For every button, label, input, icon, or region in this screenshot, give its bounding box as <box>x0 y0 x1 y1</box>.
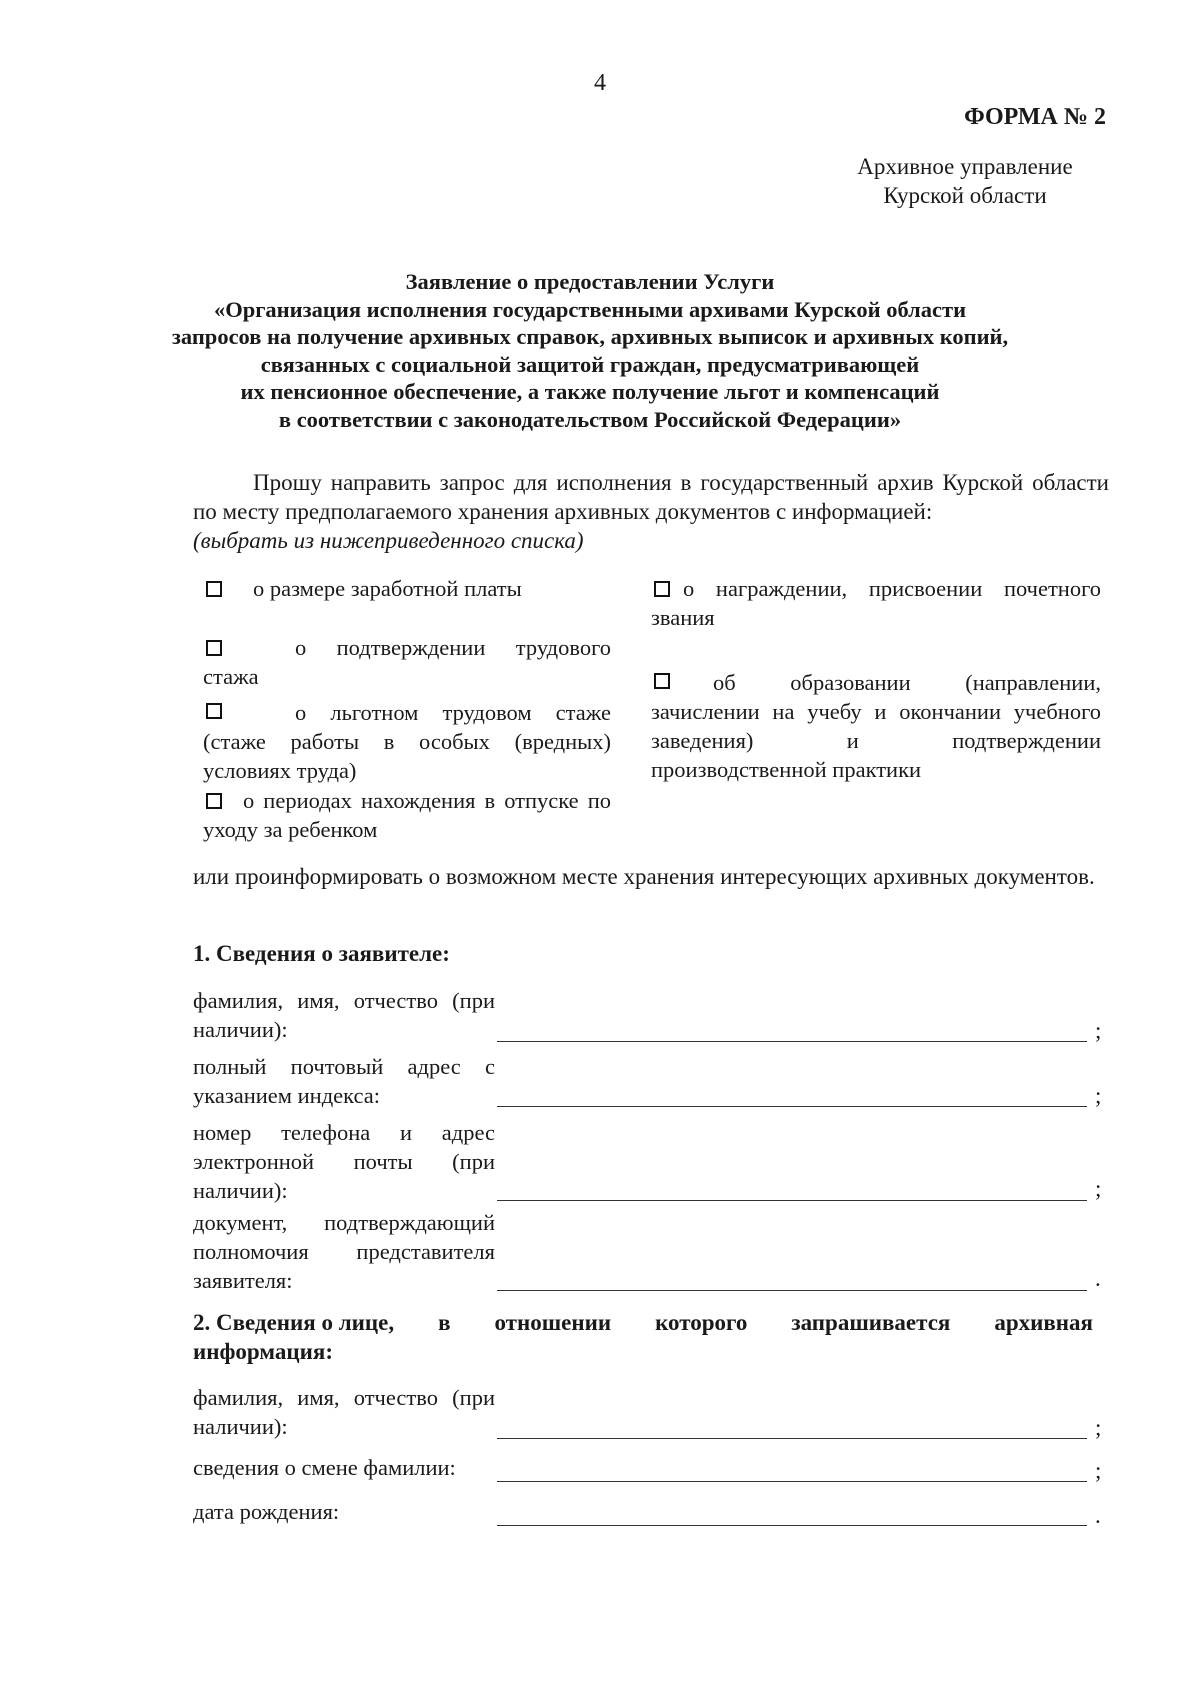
intro-paragraph <box>193 468 1109 555</box>
surname-change-field[interactable] <box>497 1481 1087 1482</box>
field-terminator: . <box>1095 1503 1101 1528</box>
representative-document-label: документ, подтверждающий полномочия представителя заявителя: <box>193 1210 495 1293</box>
section2-title <box>193 1308 1093 1366</box>
field-terminator: ; <box>1095 1083 1102 1108</box>
section2-title-word: отношении <box>494 1310 612 1335</box>
field-terminator: ; <box>1095 1458 1102 1483</box>
document-title <box>130 268 1050 433</box>
field-terminator: ; <box>1095 1018 1102 1043</box>
applicant-contacts-field[interactable] <box>497 1200 1087 1201</box>
title-line: запросов на получение архивных справок, архивных выписок и архивных копий, <box>171 324 1009 349</box>
birth-date-label: дата рождения: <box>193 1499 340 1524</box>
option-childcare: о периодах нахождения в отпуске по уходу за ребенком <box>203 788 611 842</box>
representative-document-field[interactable] <box>497 1290 1087 1291</box>
title-line: «Организация исполнения государственными архивами Курской области <box>213 296 967 322</box>
section2-title-line2: информация: <box>193 1339 333 1364</box>
section2-title-word: которого <box>655 1310 748 1335</box>
option-work-experience: о подтверждении трудового стажа <box>203 635 611 689</box>
field-terminator: ; <box>1095 1415 1102 1440</box>
option-awards: о награждении, присвоении почетного звания <box>651 576 1101 630</box>
option-preferential: о льготном трудовом стаже (стаже работы в особых (вредных) условиях труда) <box>203 700 611 783</box>
person-name-field[interactable] <box>497 1438 1087 1439</box>
recipient-line: Архивное управление <box>857 154 1073 179</box>
recipient-block <box>840 152 1090 210</box>
selection-hint: (выбрать из нижеприведенного списка) <box>193 528 584 553</box>
recipient-line: Курской области <box>883 183 1047 208</box>
page-number: 4 <box>594 70 606 96</box>
applicant-name-label: фамилия, имя, отчество (при наличии): <box>193 988 495 1042</box>
section2-title-word: в <box>438 1310 451 1335</box>
applicant-address-label: полный почтовый адрес с указанием индекса: <box>193 1054 495 1108</box>
request-text: Прошу направить запрос для исполнения в государственный архив Курской области по месту предполагаемого хранения архивных документов с информацией: <box>193 470 1109 524</box>
title-line: их пенсионное обеспечение, а также получение льгот и компенсаций <box>240 379 940 404</box>
section2-title-word: архивная <box>994 1310 1093 1335</box>
section2-title-word: запрашивается <box>791 1310 951 1335</box>
section2-title-word: 2. Сведения о лице, <box>193 1310 395 1335</box>
applicant-name-field[interactable] <box>497 1041 1087 1042</box>
birth-date-field[interactable] <box>497 1525 1087 1526</box>
applicant-contacts-label: номер телефона и адрес электронной почты (при наличии): <box>193 1120 495 1203</box>
form-number: ФОРМА № 2 <box>964 104 1106 130</box>
option-education: об образовании (направлении, зачислении на учебу и окончании учебного заведения) и подтверждении производственной практики <box>651 670 1101 782</box>
person-name-label: фамилия, имя, отчество (при наличии): <box>193 1385 495 1439</box>
surname-change-label: сведения о смене фамилии: <box>193 1455 456 1480</box>
title-line: Заявление о предоставлении Услуги <box>405 269 775 294</box>
title-line: в соответствии с законодательством Российской Федерации» <box>278 406 902 432</box>
applicant-address-field[interactable] <box>497 1106 1087 1107</box>
field-terminator: . <box>1095 1266 1101 1291</box>
section1-title: 1. Сведения о заявителе: <box>193 941 450 966</box>
option-salary: о размере заработной платы <box>253 576 522 601</box>
title-line: связанных с социальной защитой граждан, предусматривающей <box>260 351 920 377</box>
alternative-text: или проинформировать о возможном месте хранения интересующих архивных документов. <box>193 864 1095 889</box>
field-terminator: ; <box>1095 1176 1102 1201</box>
